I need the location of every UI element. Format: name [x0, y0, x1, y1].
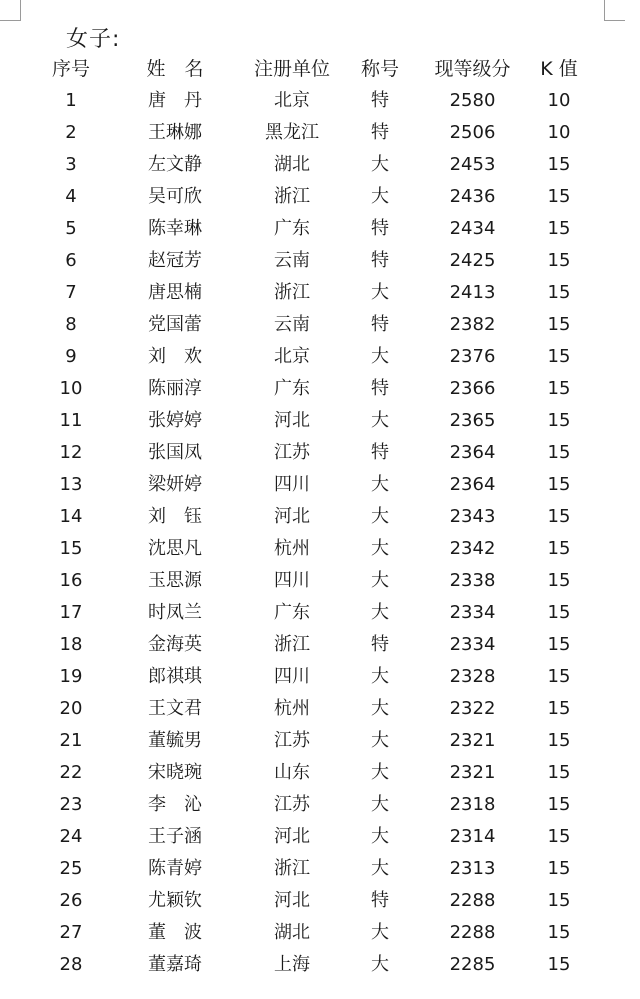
- k-value: 15: [547, 282, 571, 303]
- table-row: [0, 663, 640, 695]
- row-number: 3: [65, 154, 77, 175]
- player-rating: 2580: [449, 90, 496, 111]
- registered-unit: 浙江: [274, 634, 310, 655]
- page-corner-mark-right: [604, 0, 625, 21]
- registered-unit: 江苏: [274, 794, 310, 815]
- table-row: [0, 311, 640, 343]
- player-name: 陈青婷: [148, 858, 202, 879]
- k-value: 15: [547, 410, 571, 431]
- table-row: [0, 279, 640, 311]
- player-title: 大: [371, 730, 389, 751]
- registered-unit: 上海: [274, 954, 310, 975]
- row-number: 22: [59, 762, 83, 783]
- player-name: 王子涵: [148, 826, 202, 847]
- player-rating: 2285: [449, 954, 496, 975]
- player-rating: 2313: [449, 858, 496, 879]
- player-rating: 2334: [449, 634, 496, 655]
- row-number: 17: [59, 602, 83, 623]
- player-title: 大: [371, 602, 389, 623]
- player-title: 特: [371, 890, 389, 911]
- registered-unit: 浙江: [274, 282, 310, 303]
- row-number: 12: [59, 442, 83, 463]
- player-title: 大: [371, 154, 389, 175]
- registered-unit: 四川: [274, 666, 310, 687]
- k-value: 15: [547, 570, 571, 591]
- row-number: 21: [59, 730, 83, 751]
- row-number: 8: [65, 314, 77, 335]
- player-title: 特: [371, 442, 389, 463]
- player-rating: 2364: [449, 474, 496, 495]
- player-name: 陈丽淳: [148, 378, 202, 399]
- registered-unit: 浙江: [274, 858, 310, 879]
- player-name: 沈思凡: [148, 538, 202, 559]
- player-title: 特: [371, 122, 389, 143]
- player-rating: 2425: [449, 250, 496, 271]
- table-header: [0, 55, 640, 83]
- player-name: 尤颖钦: [148, 890, 202, 911]
- registered-unit: 四川: [274, 474, 310, 495]
- row-number: 15: [59, 538, 83, 559]
- row-number: 26: [59, 890, 83, 911]
- row-number: 16: [59, 570, 83, 591]
- table-row: [0, 823, 640, 855]
- row-number: 9: [65, 346, 77, 367]
- player-rating: 2343: [449, 506, 496, 527]
- k-value: 15: [547, 890, 571, 911]
- player-name: 唐 丹: [148, 90, 202, 111]
- registered-unit: 江苏: [274, 730, 310, 751]
- player-name: 郎祺琪: [148, 666, 202, 687]
- player-title: 大: [371, 922, 389, 943]
- player-name: 王琳娜: [148, 122, 202, 143]
- k-value: 15: [547, 474, 571, 495]
- row-number: 18: [59, 634, 83, 655]
- registered-unit: 浙江: [274, 186, 310, 207]
- row-number: 5: [65, 218, 77, 239]
- row-number: 6: [65, 250, 77, 271]
- player-name: 宋晓琬: [148, 762, 202, 783]
- registered-unit: 云南: [274, 250, 310, 271]
- registered-unit: 广东: [274, 378, 310, 399]
- table-row: [0, 87, 640, 119]
- player-rating: 2321: [449, 762, 496, 783]
- player-rating: 2322: [449, 698, 496, 719]
- registered-unit: 云南: [274, 314, 310, 335]
- table-row: [0, 183, 640, 215]
- table-row: [0, 567, 640, 599]
- player-title: 大: [371, 282, 389, 303]
- page-corner-mark-left: [0, 0, 21, 21]
- row-number: 24: [59, 826, 83, 847]
- registered-unit: 黑龙江: [265, 122, 319, 143]
- player-name: 玉思源: [148, 570, 202, 591]
- table-row: [0, 215, 640, 247]
- table-row: [0, 439, 640, 471]
- player-rating: 2366: [449, 378, 496, 399]
- registered-unit: 北京: [274, 90, 310, 111]
- player-name: 刘 欢: [148, 346, 202, 367]
- player-rating: 2453: [449, 154, 496, 175]
- row-number: 13: [59, 474, 83, 495]
- player-title: 大: [371, 762, 389, 783]
- player-name: 金海英: [148, 634, 202, 655]
- k-value: 15: [547, 218, 571, 239]
- row-number: 4: [65, 186, 77, 207]
- row-number: 28: [59, 954, 83, 975]
- player-name: 吴可欣: [148, 186, 202, 207]
- table-row: [0, 343, 640, 375]
- row-number: 2: [65, 122, 77, 143]
- row-number: 14: [59, 506, 83, 527]
- k-value: 15: [547, 954, 571, 975]
- k-value: 15: [547, 634, 571, 655]
- table-row: [0, 375, 640, 407]
- k-value: 10: [547, 122, 571, 143]
- player-title: 大: [371, 794, 389, 815]
- player-rating: 2434: [449, 218, 496, 239]
- player-name: 唐思楠: [148, 282, 202, 303]
- player-name: 左文静: [148, 154, 202, 175]
- ranking-table-body: [0, 87, 640, 983]
- k-value: 15: [547, 346, 571, 367]
- registered-unit: 四川: [274, 570, 310, 591]
- player-rating: 2382: [449, 314, 496, 335]
- k-value: 15: [547, 186, 571, 207]
- player-title: 大: [371, 954, 389, 975]
- player-rating: 2288: [449, 922, 496, 943]
- player-rating: 2413: [449, 282, 496, 303]
- k-value: 15: [547, 250, 571, 271]
- player-title: 大: [371, 698, 389, 719]
- table-row: [0, 759, 640, 791]
- k-value: 15: [547, 538, 571, 559]
- player-title: 大: [371, 506, 389, 527]
- registered-unit: 杭州: [274, 538, 310, 559]
- registered-unit: 河北: [274, 890, 310, 911]
- player-name: 张婷婷: [148, 410, 202, 431]
- registered-unit: 山东: [274, 762, 310, 783]
- table-row: [0, 727, 640, 759]
- registered-unit: 江苏: [274, 442, 310, 463]
- row-number: 20: [59, 698, 83, 719]
- column-header-name: 姓 名: [146, 58, 204, 80]
- player-rating: 2314: [449, 826, 496, 847]
- player-name: 党国蕾: [148, 314, 202, 335]
- table-row: [0, 599, 640, 631]
- player-title: 大: [371, 538, 389, 559]
- k-value: 15: [547, 858, 571, 879]
- player-name: 刘 钰: [148, 506, 202, 527]
- row-number: 7: [65, 282, 77, 303]
- player-name: 时凤兰: [148, 602, 202, 623]
- player-rating: 2342: [449, 538, 496, 559]
- table-row: [0, 119, 640, 151]
- k-value: 15: [547, 730, 571, 751]
- k-value: 15: [547, 506, 571, 527]
- registered-unit: 杭州: [274, 698, 310, 719]
- registered-unit: 河北: [274, 826, 310, 847]
- k-value: 15: [547, 378, 571, 399]
- k-value: 15: [547, 762, 571, 783]
- player-rating: 2318: [449, 794, 496, 815]
- player-rating: 2365: [449, 410, 496, 431]
- player-title: 大: [371, 186, 389, 207]
- k-value: 15: [547, 602, 571, 623]
- player-name: 陈幸琳: [148, 218, 202, 239]
- player-title: 特: [371, 634, 389, 655]
- row-number: 11: [59, 410, 83, 431]
- player-title: 大: [371, 666, 389, 687]
- registered-unit: 广东: [274, 602, 310, 623]
- row-number: 25: [59, 858, 83, 879]
- table-row: [0, 919, 640, 951]
- player-title: 大: [371, 346, 389, 367]
- row-number: 27: [59, 922, 83, 943]
- player-title: 大: [371, 410, 389, 431]
- row-number: 10: [59, 378, 83, 399]
- player-name: 董 波: [148, 922, 202, 943]
- table-row: [0, 695, 640, 727]
- k-value: 15: [547, 826, 571, 847]
- table-row: [0, 855, 640, 887]
- player-title: 大: [371, 858, 389, 879]
- player-rating: 2364: [449, 442, 496, 463]
- player-name: 梁妍婷: [148, 474, 202, 495]
- registered-unit: 河北: [274, 506, 310, 527]
- player-name: 董毓男: [148, 730, 202, 751]
- registered-unit: 河北: [274, 410, 310, 431]
- player-title: 特: [371, 250, 389, 271]
- player-rating: 2334: [449, 602, 496, 623]
- column-header-unit: 注册单位: [253, 58, 330, 80]
- section-heading: 女子:: [66, 27, 121, 52]
- k-value: 15: [547, 314, 571, 335]
- player-name: 董嘉琦: [148, 954, 202, 975]
- player-name: 王文君: [148, 698, 202, 719]
- row-number: 23: [59, 794, 83, 815]
- row-number: 1: [65, 90, 77, 111]
- column-header-rating: 现等级分: [434, 58, 511, 80]
- player-name: 赵冠芳: [148, 250, 202, 271]
- k-value: 15: [547, 794, 571, 815]
- table-row: [0, 471, 640, 503]
- player-name: 张国凤: [148, 442, 202, 463]
- k-value: 15: [547, 922, 571, 943]
- player-title: 特: [371, 90, 389, 111]
- k-value: 15: [547, 154, 571, 175]
- k-value: 15: [547, 698, 571, 719]
- registered-unit: 湖北: [274, 922, 310, 943]
- player-rating: 2338: [449, 570, 496, 591]
- player-rating: 2321: [449, 730, 496, 751]
- player-title: 大: [371, 474, 389, 495]
- k-value: 15: [547, 442, 571, 463]
- player-rating: 2288: [449, 890, 496, 911]
- player-rating: 2436: [449, 186, 496, 207]
- player-title: 大: [371, 826, 389, 847]
- table-row: [0, 151, 640, 183]
- player-rating: 2506: [449, 122, 496, 143]
- player-rating: 2376: [449, 346, 496, 367]
- player-rating: 2328: [449, 666, 496, 687]
- column-header-no: 序号: [51, 58, 90, 80]
- registered-unit: 广东: [274, 218, 310, 239]
- table-row: [0, 887, 640, 919]
- k-value: 10: [547, 90, 571, 111]
- player-name: 李 沁: [148, 794, 202, 815]
- player-title: 特: [371, 314, 389, 335]
- table-row: [0, 407, 640, 439]
- player-title: 特: [371, 378, 389, 399]
- table-row: [0, 631, 640, 663]
- column-header-title: 称号: [360, 58, 399, 80]
- row-number: 19: [59, 666, 83, 687]
- table-row: [0, 503, 640, 535]
- player-title: 特: [371, 218, 389, 239]
- player-title: 大: [371, 570, 389, 591]
- table-row: [0, 247, 640, 279]
- registered-unit: 北京: [274, 346, 310, 367]
- table-row: [0, 791, 640, 823]
- column-header-k: K 值: [540, 58, 578, 80]
- table-row: [0, 535, 640, 567]
- table-row: [0, 951, 640, 983]
- k-value: 15: [547, 666, 571, 687]
- registered-unit: 湖北: [274, 154, 310, 175]
